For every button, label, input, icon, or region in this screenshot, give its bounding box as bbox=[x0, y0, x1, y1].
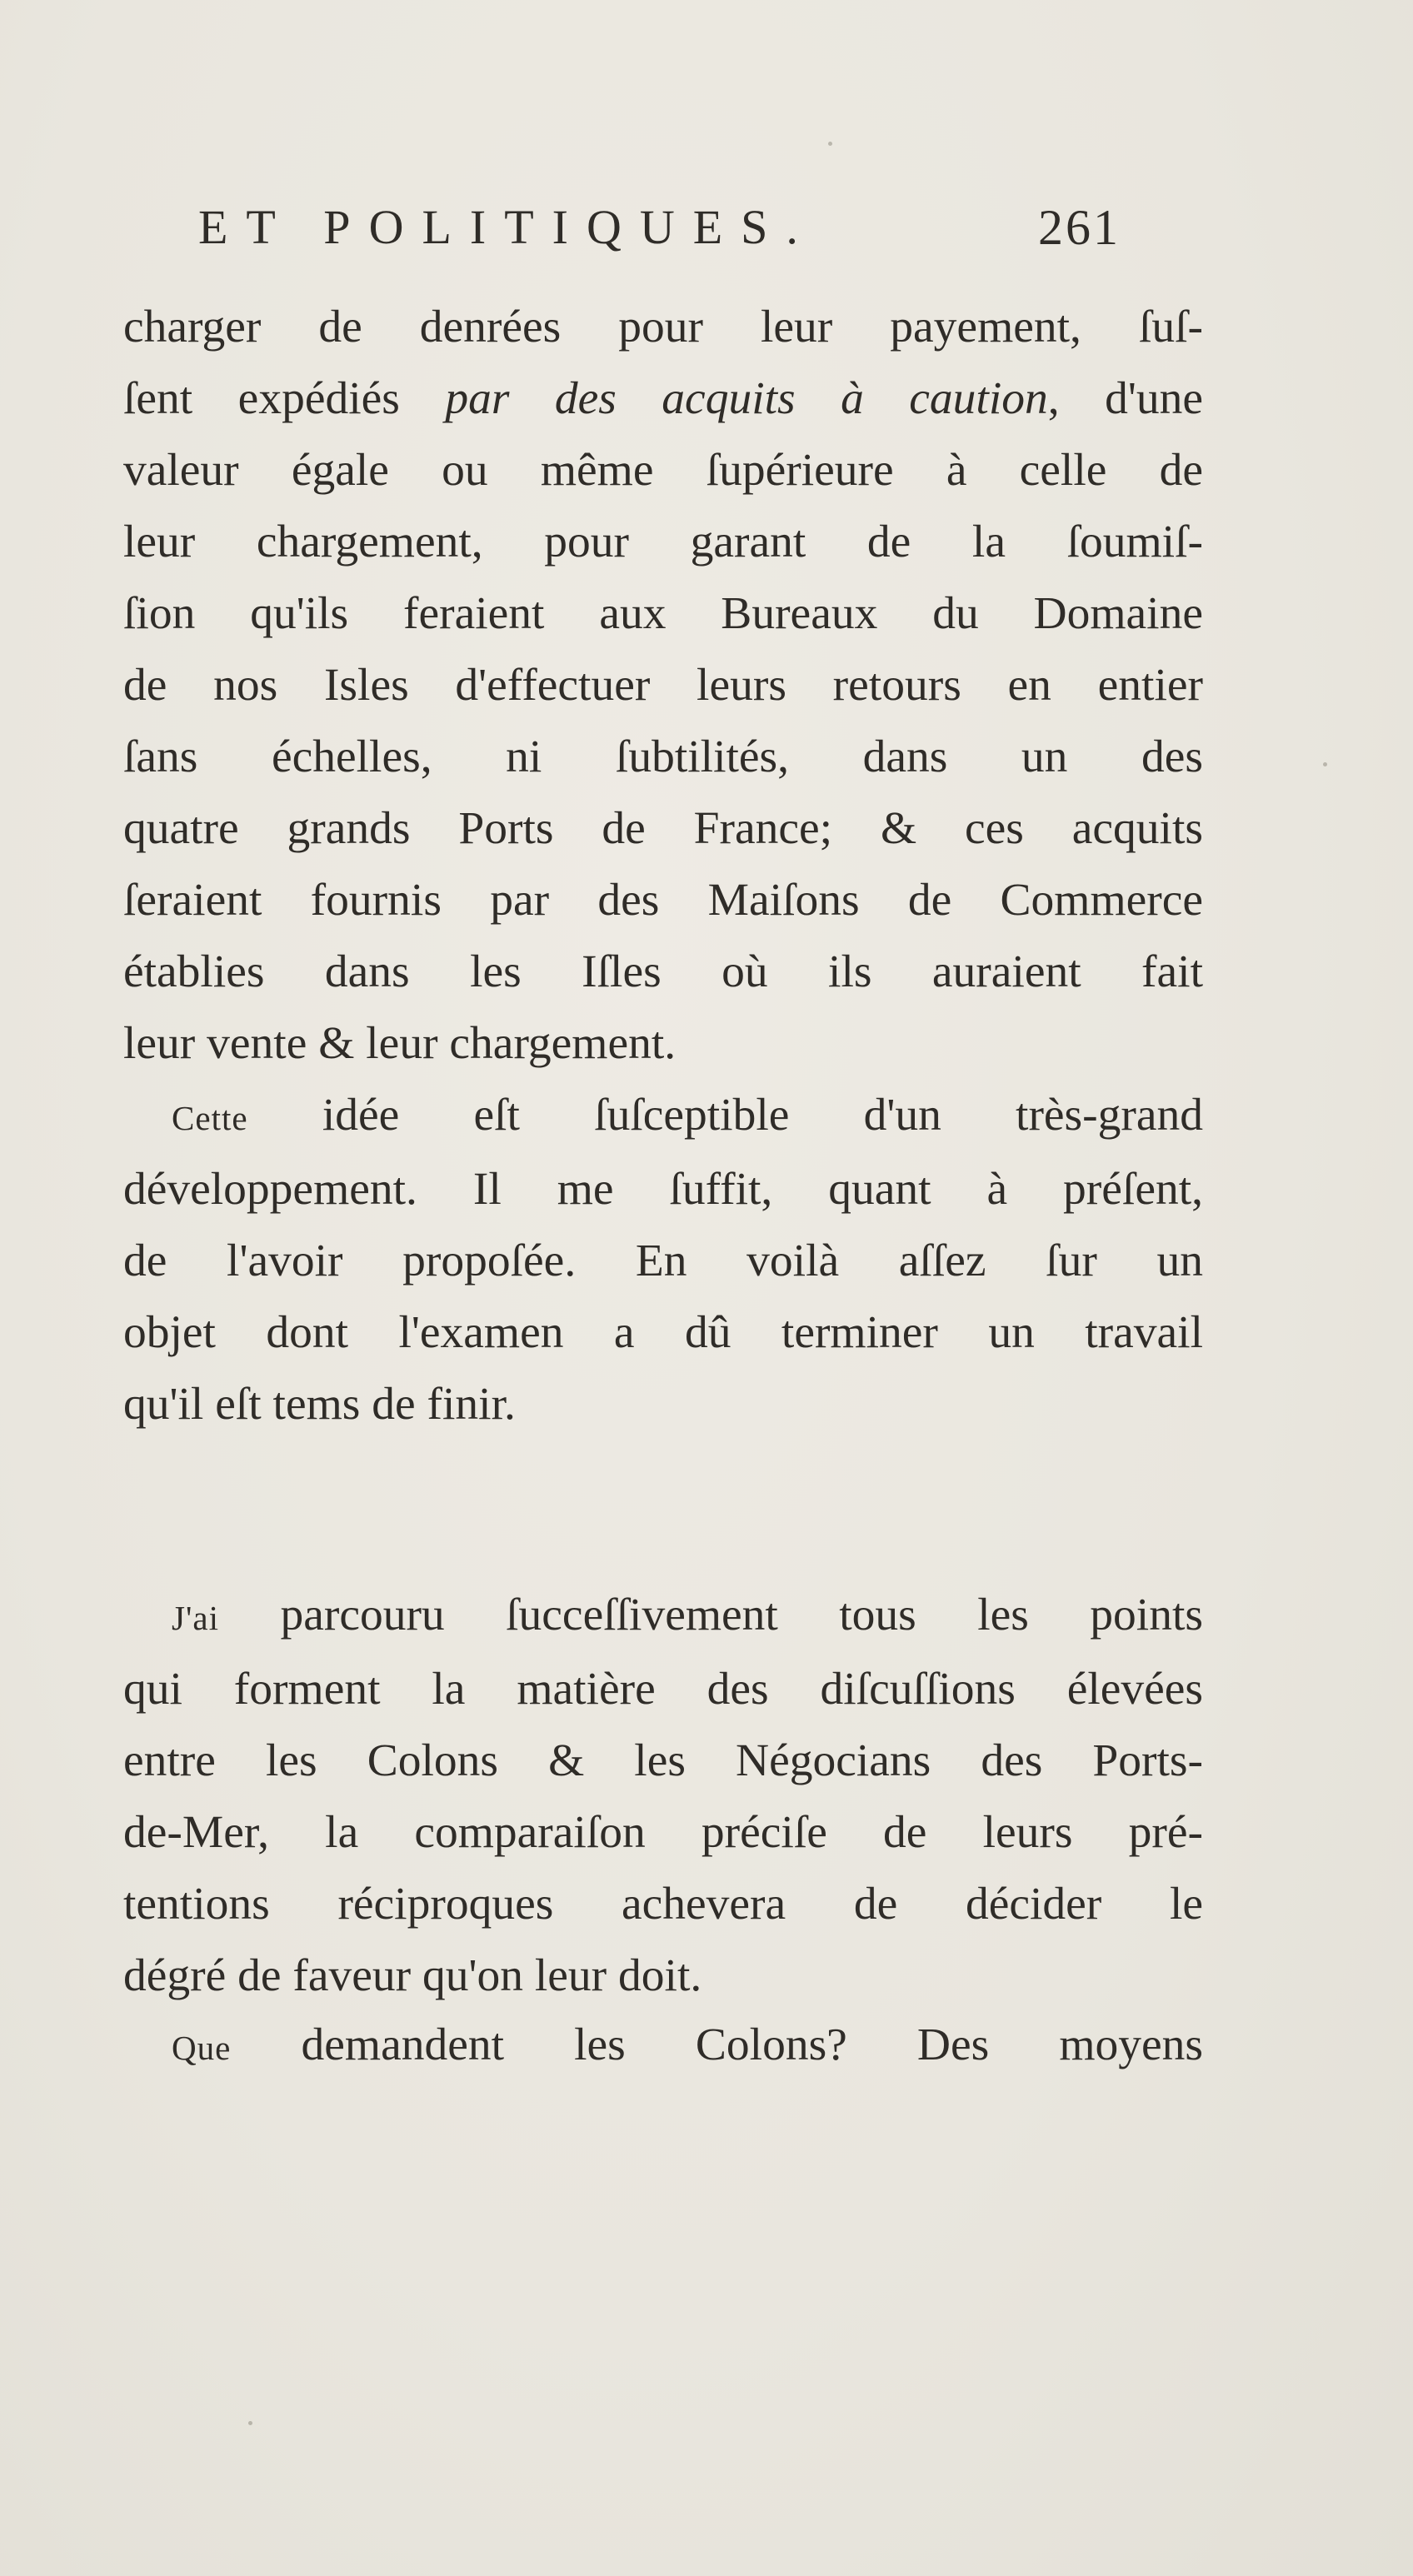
body-text bbox=[123, 292, 1203, 2084]
running-head: ET POLITIQUES. bbox=[198, 200, 816, 254]
paper-speck bbox=[1323, 762, 1327, 766]
text-line: tentions réciproques achevera de décider le bbox=[123, 1879, 1203, 1930]
italic-phrase: par des acquits à caution bbox=[445, 373, 1048, 424]
text-line: ſion qu'ils feraient aux Bureaux du Domaine bbox=[123, 588, 1203, 639]
text-line: objet dont l'examen a dû terminer un travail bbox=[123, 1307, 1203, 1358]
text-line: établies dans les Iſles où ils auraient fait bbox=[123, 946, 1203, 997]
small-caps-lead: Cette bbox=[172, 1099, 248, 1137]
text-line: J'ai parcouru ſucceſſivement tous les points bbox=[172, 1590, 1203, 1640]
text-line: dégré de faveur qu'on leur doit. bbox=[123, 1950, 702, 2001]
text-line: Que demandent les Colons? Des moyens bbox=[172, 2019, 1203, 2070]
small-caps-lead: J'ai bbox=[172, 1599, 220, 1637]
text-line: leur chargement, pour garant de la ſoumiſ- bbox=[123, 517, 1203, 567]
text-line: de l'avoir propoſée. En voilà aſſez ſur un bbox=[123, 1236, 1203, 1286]
page-header bbox=[0, 190, 1413, 265]
text-line: charger de denrées pour leur payement, ſuſ- bbox=[123, 302, 1203, 352]
paragraph bbox=[123, 2009, 1203, 2084]
text-line: de-Mer, la comparaiſon préciſe de leurs pré- bbox=[123, 1807, 1203, 1858]
paper-speck bbox=[828, 142, 832, 146]
page-number: 261 bbox=[1038, 200, 1121, 255]
text-line: entre les Colons & les Négocians des Ports- bbox=[123, 1735, 1203, 1786]
text-line: qui forment la matière des diſcuſſions élevées bbox=[123, 1664, 1203, 1715]
paper-speck bbox=[248, 2421, 252, 2425]
text-line: développement. Il me ſuffit, quant à préſent, bbox=[123, 1164, 1203, 1215]
text-line: ſent expédiés par des acquits à caution, d'une bbox=[123, 373, 1203, 424]
text-line: qu'il eſt tems de finir. bbox=[123, 1379, 516, 1430]
paragraph bbox=[123, 292, 1203, 1080]
text-line: leur vente & leur chargement. bbox=[123, 1018, 677, 1069]
paragraph bbox=[123, 1580, 1203, 2009]
small-caps-lead: Que bbox=[172, 2029, 232, 2067]
text-line: ſans échelles, ni ſubtilités, dans un des bbox=[123, 731, 1203, 782]
text-line: quatre grands Ports de France; & ces acquits bbox=[123, 803, 1203, 854]
text-line: valeur égale ou même ſupérieure à celle de bbox=[123, 445, 1203, 496]
text-line: de nos Isles d'effectuer leurs retours en entier bbox=[123, 660, 1203, 711]
text-line: Cette idée eſt ſuſceptible d'un très-grand bbox=[172, 1090, 1203, 1141]
paragraph bbox=[123, 1080, 1203, 1580]
text-line: ſeraient fournis par des Maiſons de Commerce bbox=[123, 875, 1203, 926]
